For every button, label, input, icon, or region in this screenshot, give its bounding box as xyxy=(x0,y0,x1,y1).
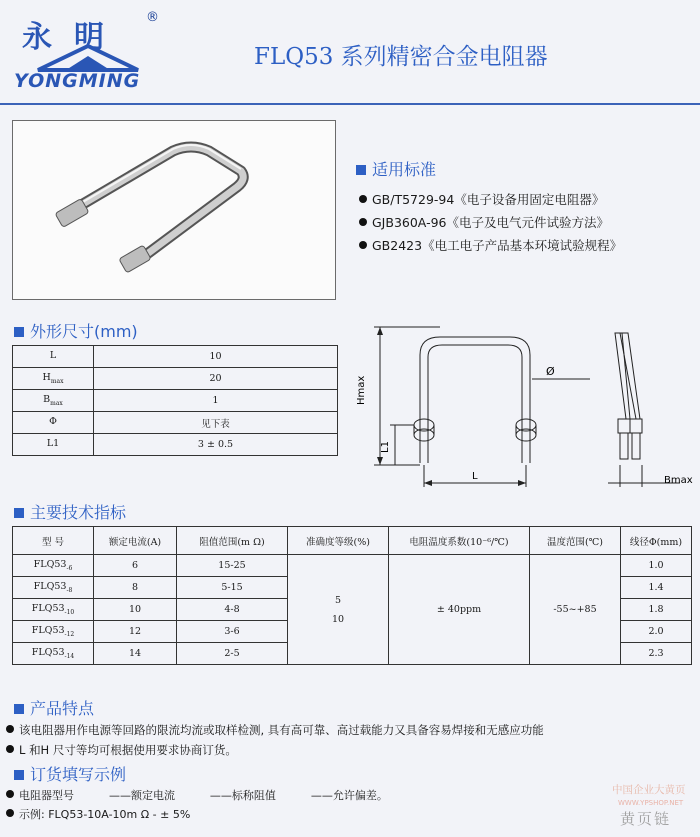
bullet-icon xyxy=(359,195,367,203)
table-row: Φ 见下表 xyxy=(13,412,338,434)
order-heading: 订货填写示例 xyxy=(14,762,126,785)
standard-item: GB2423《电工电子产品基本环境试验规程》 xyxy=(359,236,622,254)
bullet-icon xyxy=(6,745,14,753)
dimension-drawing xyxy=(350,315,700,495)
table-header-row: 型 号 额定电流(A) 阻值范围(m Ω) 准确度等级(%) 电阻温度系数(10⁻⁶/℃) 温度范围(℃) 线径Φ(mm) xyxy=(13,527,692,555)
feature-item: 该电阻器用作电源等回路的限流均流或取样检测, 具有高可靠、高过载能力又具备容易焊接和无感应功能 xyxy=(6,722,544,738)
bullet-icon xyxy=(6,790,14,798)
bullet-icon xyxy=(6,725,14,733)
bullet-icon xyxy=(6,809,14,817)
square-bullet-icon xyxy=(14,770,24,780)
specs-heading: 主要技术指标 xyxy=(14,500,126,523)
accuracy-cell: 5 10 xyxy=(288,555,389,665)
square-bullet-icon xyxy=(14,508,24,518)
square-bullet-icon xyxy=(14,327,24,337)
bmax-label: Bmax xyxy=(664,475,693,486)
page-title: FLQ53 系列精密合金电阻器 xyxy=(254,44,548,70)
phi-label: Ø xyxy=(546,365,555,378)
standard-item: GB/T5729-94《电子设备用固定电阻器》 xyxy=(359,190,604,208)
table-row: L1 3 ± 0.5 xyxy=(13,434,338,456)
l1-label: L1 xyxy=(380,441,391,453)
logo-english: YONGMING xyxy=(14,70,141,92)
resistor-photo-image xyxy=(13,121,335,299)
dimensions-heading: 外形尺寸(mm) xyxy=(14,319,138,342)
logo-chinese: 永明 xyxy=(22,20,126,55)
table-row: $FLQ53_{-8}$ 8 5-15 1.4 xyxy=(13,577,692,599)
watermark-brand: 黄页链 xyxy=(620,810,672,828)
header-divider xyxy=(0,103,700,105)
order-line: 电阻器型号 ——额定电流 ——标称阻值 ——允许偏差。 xyxy=(6,787,388,803)
table-row: $FLQ53_{-12}$ 12 3-6 2.0 xyxy=(13,621,692,643)
product-photo xyxy=(12,120,336,300)
dimensions-table xyxy=(12,345,338,456)
hmax-label: Hmax xyxy=(356,375,367,405)
bullet-icon xyxy=(359,241,367,249)
watermark-title: 中国企业大黄页 xyxy=(612,784,686,796)
registered-mark: ® xyxy=(146,10,159,25)
features-heading: 产品特点 xyxy=(14,696,94,719)
tcr-cell: ± 40ppm xyxy=(389,555,530,665)
specs-table xyxy=(12,526,692,665)
table-row: $FLQ53_{-6}$ 6 15-25 5 10 ± 40ppm -55~+85 1.0 xyxy=(13,555,692,577)
temp-range-cell: -55~+85 xyxy=(530,555,621,665)
watermark-url: WWW.YPSHOP.NET xyxy=(618,799,684,807)
order-example: 示例: FLQ53-10A-10m Ω - ± 5% xyxy=(6,806,190,822)
table-row: $B_{max}$ 1 xyxy=(13,390,338,412)
feature-item: L 和H 尺寸等均可根据使用要求协商订货。 xyxy=(6,742,237,758)
table-row: $FLQ53_{-14}$ 14 2-5 2.3 xyxy=(13,643,692,665)
l-label: L xyxy=(472,471,478,482)
standards-heading: 适用标准 xyxy=(356,157,436,180)
table-row: $FLQ53_{-10}$ 10 4-8 1.8 xyxy=(13,599,692,621)
square-bullet-icon xyxy=(356,165,366,175)
table-row: L 10 xyxy=(13,346,338,368)
logo-mountain-icon xyxy=(18,44,158,72)
standard-item: GJB360A-96《电子及电气元件试验方法》 xyxy=(359,213,609,231)
square-bullet-icon xyxy=(14,704,24,714)
bullet-icon xyxy=(359,218,367,226)
table-row: $H_{max}$ 20 xyxy=(13,368,338,390)
